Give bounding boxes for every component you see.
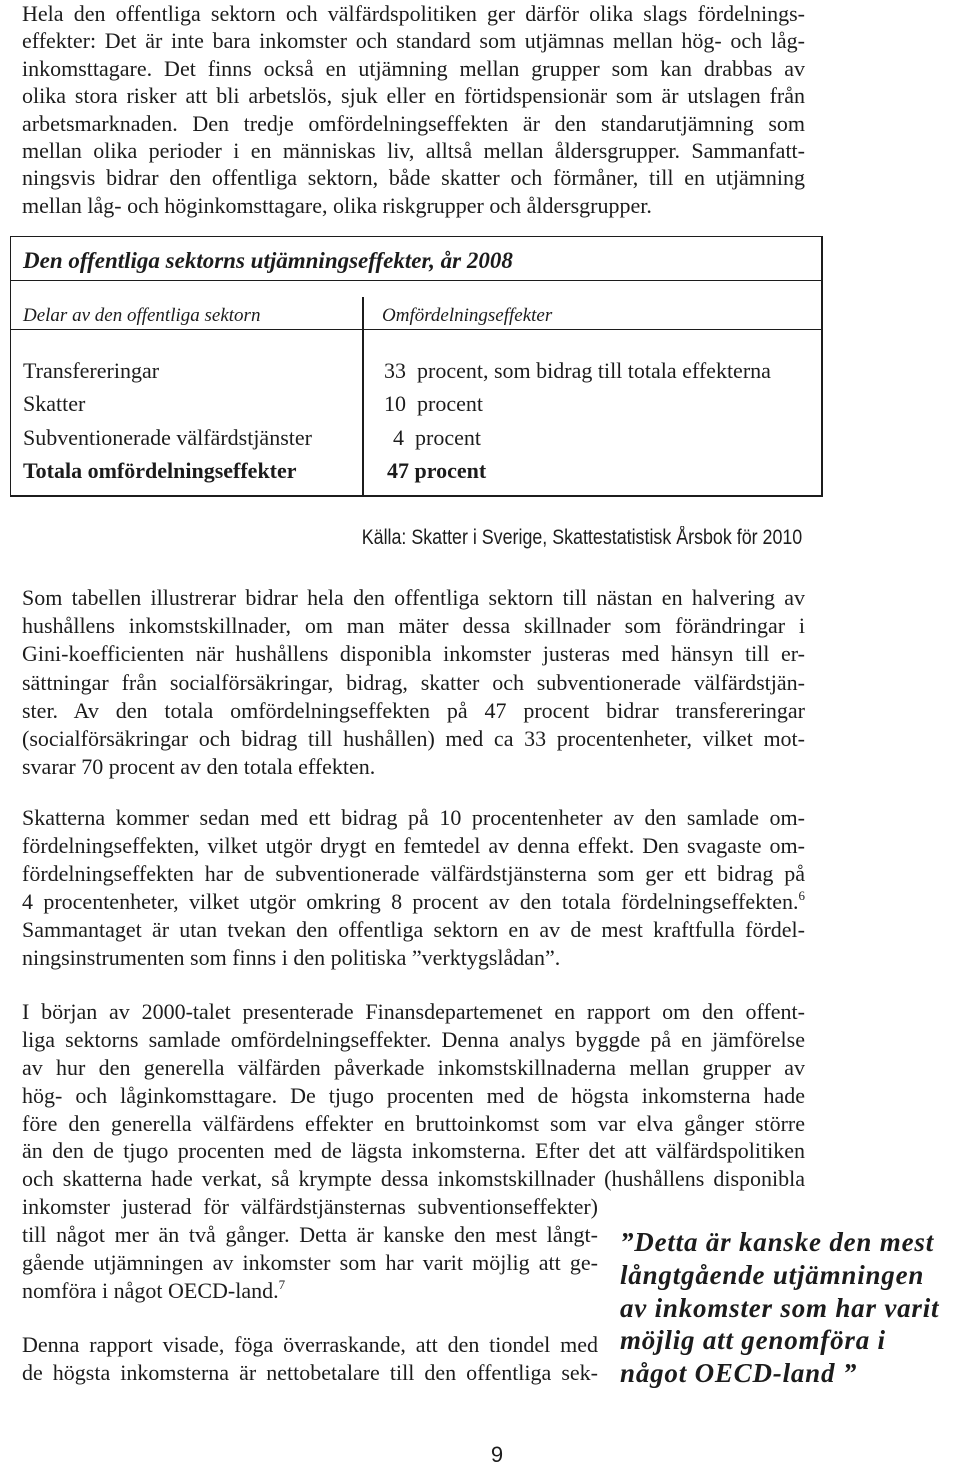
text-line-content: nomföra i något OECD-land. xyxy=(22,1277,279,1303)
text-line-content: 4 procentenheter, vilket utgör omkring 8 procent av den totala fördelningseffekten. xyxy=(22,889,799,914)
table-row xyxy=(11,421,821,454)
footnote-ref: 6 xyxy=(798,888,805,903)
text-line: gående utjämningen av inkomster som har varit möjlig att ge- xyxy=(22,1250,598,1276)
text-line: ningsinstrumenten som finns i den politiska ”verktygslådan”. xyxy=(22,945,561,970)
row-part: Totala omfördelningseffekter xyxy=(23,457,297,483)
text-line: effekter: Det är inte bara inkomster och standard som utjämnas mellan hög- och låg- xyxy=(22,28,805,54)
text-line: till något mer än två gånger. Detta är kanske den mest långt- xyxy=(22,1222,598,1248)
page-number: 9 xyxy=(490,1442,504,1467)
row-part: Skatter xyxy=(23,391,86,417)
pull-quote-line: långtgående utjämningen xyxy=(620,1259,925,1290)
paragraph-1 xyxy=(22,0,805,219)
row-effect: 4 procent xyxy=(393,424,481,450)
footnote-ref: 7 xyxy=(278,1276,286,1292)
table-source: Källa: Skatter i Sverige, Skattestatistisk Årsbok för 2010 xyxy=(361,526,802,549)
text-line: arbetsmarknaden. Den tredje omfördelningseffekten är den standarutjämning som xyxy=(22,110,805,136)
table-row xyxy=(11,387,821,420)
text-line: mellan låg- och höginkomsttagare, olika riskgrupper och åldersgrupper. xyxy=(22,192,652,218)
text-line: fördelningseffekten, vilket utgör drygt en femtedel av denna effekt. Den svagaste om- xyxy=(22,833,805,858)
pull-quote xyxy=(620,1226,950,1390)
text-line: sättningar från socialförsäkringar, bidrag, skatter och subventionerade välfärdstjän- xyxy=(22,669,805,695)
text-line: (socialförsäkringar och bidrag till hushållen) med ca 33 procentenheter, vilket mot- xyxy=(22,725,805,751)
text-line xyxy=(22,888,805,916)
redistribution-table xyxy=(10,236,823,497)
pull-quote-line: ”Detta är kanske den mest xyxy=(620,1227,934,1257)
text-line: fördelningseffekten har de subventionerade välfärdstjänsterna som ger ett bidrag på xyxy=(22,861,805,886)
text-line xyxy=(22,1277,598,1305)
text-line: än den de tjugo procenten med de lägsta inkomsterna. Efter det att välfärdspolitiken xyxy=(22,1138,805,1164)
row-effect: 33 procent, som bidrag till totala effekterna xyxy=(384,358,771,383)
row-effect: 10 procent xyxy=(384,391,483,417)
text-line: mellan olika perioder i en människas liv, alltså mellan åldersgrupper. Sammanfatt- xyxy=(22,137,805,163)
table-row xyxy=(11,354,821,387)
text-line: inkomster justerad för välfärdstjänsternas subventionseffekter) xyxy=(22,1194,598,1220)
text-line: olika stora risker att bli arbetslös, sjuk eller en förtidspensionär som är utslagen från xyxy=(22,83,805,109)
text-line: inkomsttagare. Det finns också en utjämning mellan grupper som kan drabbas av xyxy=(22,55,805,81)
header-rule xyxy=(11,329,821,330)
text-line: I början av 2000-talet presenterade Finansdepartemenet en rapport om den offent- xyxy=(22,999,805,1024)
text-line: av hur den generella välfärden påverkade inkomstskillnaderna mellan grupper av xyxy=(22,1054,805,1080)
text-line: hushållens inkomstskillnader, om man mäter dessa skillnader som förändringar i xyxy=(22,613,805,639)
table-row-total xyxy=(11,454,821,487)
pull-quote-line: något OECD-land ” xyxy=(620,1358,858,1388)
text-line: liga sektorns samlade omfördelningseffekter. Denna analys byggde på en jämförelse xyxy=(22,1026,805,1052)
text-line: Skatterna kommer sedan med ett bidrag på 10 procentenheter av den samlade om- xyxy=(22,805,805,830)
text-line: svarar 70 procent av den totala effekten. xyxy=(22,754,376,780)
text-line: före den generella välfärdens effekter en bruttoinkomst som var elva gånger större xyxy=(22,1110,805,1136)
text-line: och skatterna hade verkat, så krympte dessa inkomstskillnader (hushållens disponibla xyxy=(22,1166,805,1192)
pull-quote-line: möjlig att genomföra i xyxy=(620,1325,886,1356)
pull-quote-line: av inkomster som har varit xyxy=(620,1292,940,1323)
paragraph-2 xyxy=(22,584,805,781)
text-line: de högsta inkomsterna är nettobetalare till den offentliga sek- xyxy=(22,1360,598,1385)
paragraph-3 xyxy=(22,804,805,972)
table-title: Den offentliga sektorns utjämningseffekter, år 2008 xyxy=(23,248,513,273)
text-line: Sammantaget är utan tvekan den offentliga sektorn en av de mest kraftfulla fördel- xyxy=(22,917,805,942)
row-part: Transfereringar xyxy=(23,358,160,383)
text-line: Gini-koefficienten när hushållens disponibla inkomster justeras med hänsyn till er- xyxy=(22,641,805,667)
text-line: ningsvis bidrar den offentliga sektorn, både skatter och förmåner, till en utjämning xyxy=(22,165,805,191)
text-line: Denna rapport visade, föga överraskande, att den tiondel med xyxy=(22,1332,598,1357)
text-line: ster. Av den totala omfördelningseffekten på 47 procent bidrar transfereringar xyxy=(22,697,805,723)
text-line: Hela den offentliga sektorn och välfärdspolitiken ger därför olika slags fördelnings- xyxy=(22,1,805,26)
title-rule xyxy=(11,280,821,281)
row-effect: 47 procent xyxy=(387,457,487,483)
text-line: hög- och låginkomsttagare. De tjugo procenten med de högsta inkomsterna hade xyxy=(22,1082,805,1108)
column-header-parts: Delar av den offentliga sektorn xyxy=(23,305,261,326)
column-header-effects: Omfördelningseffekter xyxy=(382,305,553,326)
table-body xyxy=(11,354,821,487)
row-part: Subventionerade välfärdstjänster xyxy=(23,424,312,450)
text-line: Som tabellen illustrerar bidrar hela den offentliga sektorn till nästan en halvering av xyxy=(22,585,805,610)
